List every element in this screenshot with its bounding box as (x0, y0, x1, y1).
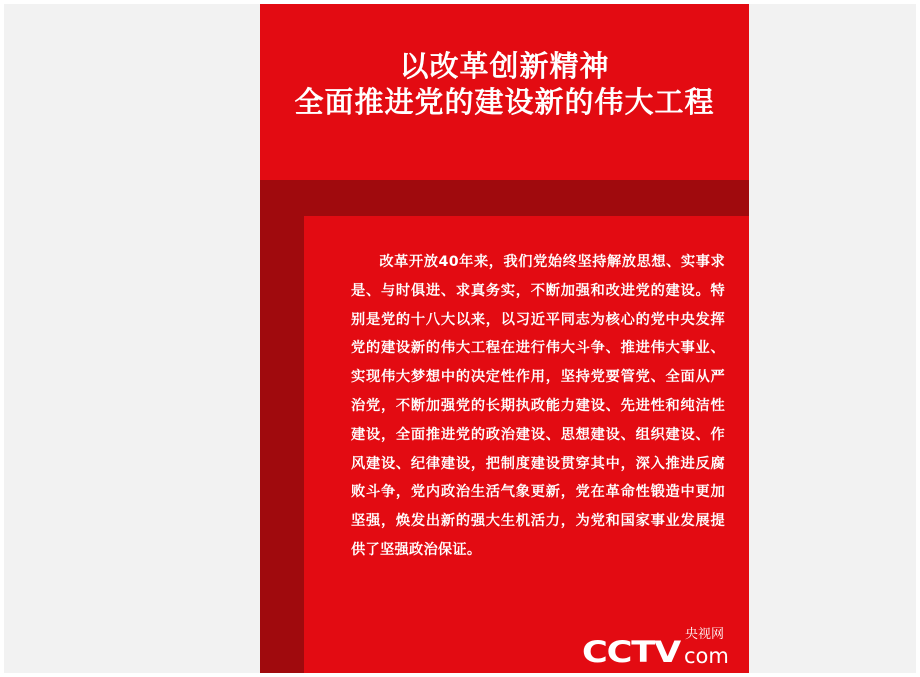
page-border-left (0, 0, 4, 677)
logo-cn-text: 央视网 (685, 627, 725, 642)
logo-com-text: com (684, 644, 729, 668)
page-border-right (916, 0, 920, 677)
title-line-1: 以改革创新精神 (399, 49, 610, 83)
decorative-band (260, 180, 749, 216)
poster (260, 4, 749, 673)
content-box (304, 216, 749, 673)
poster-title (260, 48, 749, 120)
cctv-logo (582, 622, 742, 668)
logo-cctv-text: CCTV (582, 635, 682, 668)
title-line-2: 全面推进党的建设新的伟大工程 (294, 85, 715, 119)
page-border-bottom (0, 673, 920, 677)
decorative-left-bar (260, 180, 304, 673)
body-paragraph: 改革开放40年来，我们党始终坚持解放思想、实事求是、与时俱进、求真务实，不断加强和改进党的建设。特别是党的十八大以来，以习近平同志为核心的党中央发挥党的建设新的伟大工程在进行伟大斗争、推进伟大事业、实现伟大梦想中的决定性作用，坚持党要管党、全面从严治党，不断加强党的长期执政能力建设、先进性和纯洁性建设，全面推进党的政治建设、思想建设、组织建设、作风建设、纪律建设，把制度建设贯穿其中，深入推进反腐败斗争，党内政治生活气象更新，党在革命性锻造中更加坚强，焕发出新的强大生机活力，为党和国家事业发展提供了坚强政治保证。 (351, 254, 725, 558)
